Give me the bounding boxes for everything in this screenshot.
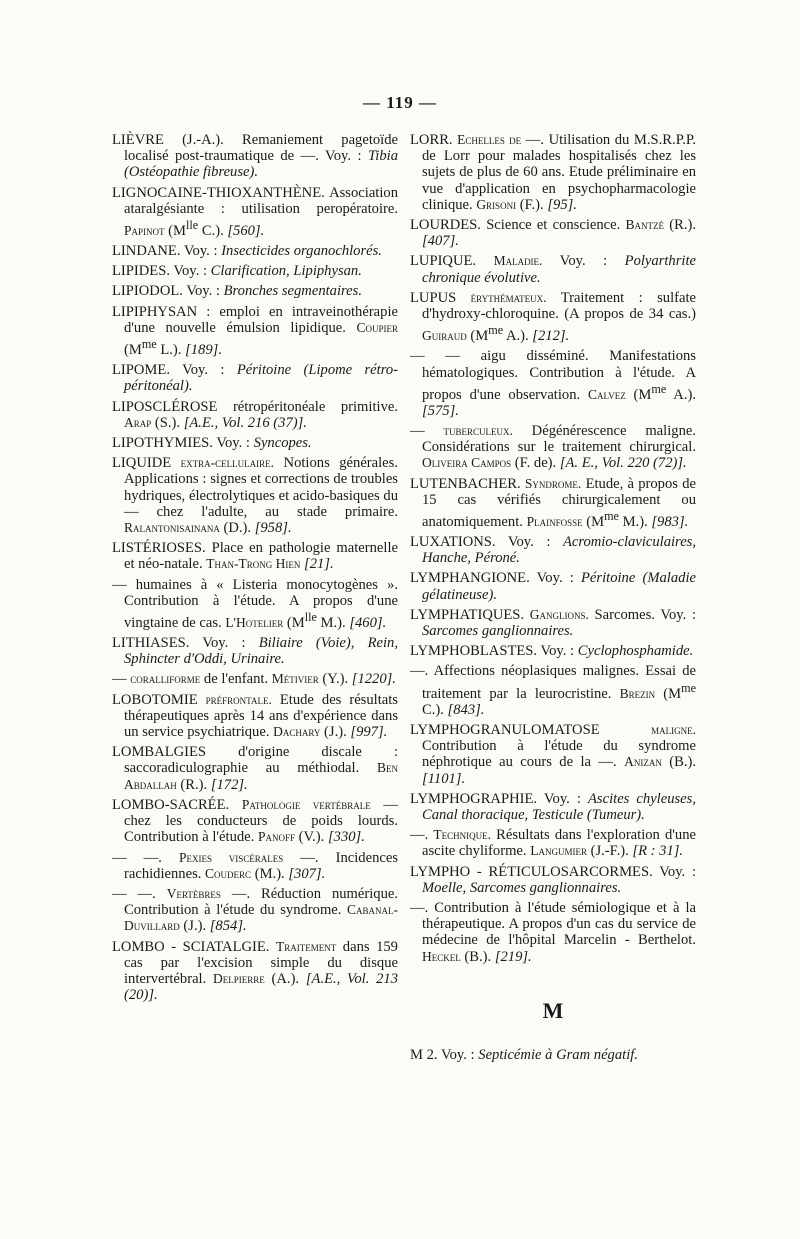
entry-text: LINDANE. Voy. : [112,243,222,260]
entry-text: —. [410,827,434,844]
entry-text: Contribution à l'étude du syndrome néphrotique au cours de la —. [422,738,696,771]
author-or-subheading: tuberculeux. [443,422,513,438]
cross-reference: [560]. [227,222,265,239]
entry-text: (M.). [251,865,289,882]
cross-reference: [330]. [327,829,365,846]
entry-text: LIPOTHYMIES. Voy. : [112,434,254,451]
entry-text: LOMBO-SACRÉE. [112,796,242,813]
entry-text: (B.). [460,948,495,965]
index-entry [112,283,398,299]
index-entry [410,607,696,639]
entry-text: LYMPHOBLASTES. Voy. : [410,643,578,660]
index-entry [410,791,696,823]
superscript: me [651,381,667,396]
cross-reference: [958]. [254,519,292,536]
entry-text: — —. [112,885,167,902]
author-or-subheading: Papinot [124,222,165,238]
entry-text: Dégénérescence maligne. Considérations sur le traitement chirurgical. [422,422,696,456]
author-or-subheading: Technique. [433,827,492,843]
cross-reference: [843]. [447,701,485,718]
entry-text: — [112,671,131,688]
entry-text: M.). [316,614,350,631]
cross-reference: [21]. [304,556,334,573]
entry-text: LIPIDES. Voy. : [112,263,211,280]
cross-reference: [997]. [350,724,388,741]
cross-reference: Acromio-claviculaires, Hanche, Péroné. [422,534,696,567]
cross-reference: [983]. [651,513,689,530]
entry-text: Notions générales. Applications : signes et corrections de troubles hydriques, électrolytiques et acido-basiques du — chez l'adulte, au stade primaire. [124,455,398,520]
author-or-subheading: Langumier [530,843,587,859]
superscript: lle [304,610,317,624]
index-entry [410,643,696,659]
entry-text: (F.). [516,196,548,213]
entry-text: LUPIQUE. [410,253,494,270]
index-entry [112,540,398,572]
author-or-subheading: Traitement [276,938,337,954]
entry-text: (A.). [264,970,306,987]
entry-text: Voy. : [542,253,625,270]
entry-text: (M [124,341,142,358]
superscript: me [141,337,157,352]
entry-text: — chez les conducteurs de poids lourds. Contribution à l'étude. [124,796,399,846]
entry-text: (V.). [294,829,328,846]
entry-text: (J.). [179,918,210,935]
entry-text: LIGNOCAINE-THIOXANTHÈNE. Association ataralgésiante : utilisation peropératoire. [112,184,398,217]
entry-text: (J.-F.). [586,843,633,860]
entry-text: — — aigu disséminé. Manifestations hématologiques. Contribution à l'étude. A propos d'une observation. [410,348,696,403]
index-entry [112,185,398,239]
author-or-subheading: préfrontale. [205,691,272,707]
author-or-subheading: Métivier [271,671,319,687]
index-entry [410,348,696,419]
entry-text: (M [655,685,682,702]
index-entry [112,577,398,631]
cross-reference: [212]. [532,328,570,345]
author-or-subheading: Guiraud [422,328,467,344]
entry-text: (J.). [320,724,351,741]
entry-text: LIPOSCLÉROSE rétropéritonéale primitive. [112,398,398,415]
entry-text: LUPUS [410,289,471,306]
index-entry [410,423,696,472]
cross-reference: Polyarthrite chronique évolutive. [422,253,696,286]
index-entry [410,900,696,965]
cross-reference: [219]. [494,948,532,965]
entry-text: LISTÉRIOSES. Place en pathologie maternelle et néo-natale. [112,540,398,573]
author-or-subheading: Echelles de [457,132,522,147]
entry-text: LYMPHOGRAPHIE. Voy. : [410,790,589,807]
entry-text: LIPIODOL. Voy. : [112,283,224,300]
cross-reference: [A. E., Vol. 220 (72)]. [559,455,687,472]
author-or-subheading: maligne. [651,721,696,737]
index-entry [410,217,696,249]
index-entry [112,399,398,431]
entry-text: M 2. Voy. : [410,1047,479,1063]
author-or-subheading: Panoff [257,829,295,845]
cross-reference: [95]. [547,196,577,213]
cross-reference: [A.E., Vol. 213 (20)]. [124,970,398,1004]
entry-text: LOURDES. Science et conscience. [410,217,626,234]
entry-text: LIQUIDE [112,455,181,472]
entry-text: A.). [666,386,696,403]
author-or-subheading: Maladie. [493,253,543,269]
author-or-subheading: Plainfosse [526,513,583,529]
entry-text: LYMPHATIQUES. [410,606,530,623]
cross-reference: Ascites chyleuses, Canal thoracique, Testicule (Tumeur). [422,790,696,823]
index-entry [410,722,696,787]
index-entry [112,886,398,935]
index-entry [410,864,696,896]
entry-text: (R.). [176,776,211,793]
entry-text: —. Affections néoplasiques malignes. Essai de traitement par la leurocristine. [410,663,696,702]
entry-text: (M [164,222,187,239]
index-entry [410,570,696,602]
entry-text: Résultats dans l'exploration d'une ascite chyliforme. [422,827,696,860]
author-or-subheading: Pathologie vertébrale [241,796,371,812]
index-entry [410,476,696,530]
index-entry [410,132,696,213]
entry-text: M.). [618,513,652,530]
index-entry [112,362,398,394]
entry-text: (B.). [661,754,697,771]
cross-reference: [R : 31]. [632,843,684,860]
cross-reference: [189]. [185,341,222,358]
index-entry [112,850,398,882]
index-entry [112,671,398,687]
cross-reference: Biliaire (Voie), Rein, Sphincter d'Oddi, Urinaire. [124,635,398,668]
author-or-subheading: Pexies viscérales [178,849,284,865]
cross-reference: Insecticides organochlorés. [221,243,382,260]
author-or-subheading: Oliveira Campos [422,455,512,471]
cross-reference: Tibia (Ostéopathie fibreuse). [124,148,398,181]
entry-text: LIPOME. Voy. : [112,362,237,379]
entry-text: Traitement : sulfate d'hydroxy-chloroquine. (A propos de 34 cas.) [422,289,696,323]
entry-text: (D.). [219,519,255,536]
author-or-subheading: Coupier [356,319,398,335]
author-or-subheading: Grisoni [476,196,517,212]
entry-text: de l'enfant. [200,671,272,688]
entry-text: LYMPHO - RÉTICULOSARCORMES. Voy. : [410,863,696,880]
index-entry [112,263,398,279]
index-entry [410,1047,696,1063]
author-or-subheading: Couderc [205,865,252,881]
author-or-subheading: Heckel [422,948,461,964]
entry-text: (M [466,328,489,345]
cross-reference: [172]. [210,776,248,793]
index-entry [112,304,398,358]
index-entry [112,939,398,1004]
entry-text: LOMBO - SCIATALGIE. [112,938,276,955]
author-or-subheading: Syndrome. [524,475,582,491]
superscript: me [604,508,619,523]
author-or-subheading: Dachary [273,724,321,740]
right-column [410,132,696,969]
cross-reference: [1220]. [351,671,396,688]
cross-reference: [1101]. [422,770,466,787]
index-entry [410,534,696,566]
entry-text: (R.). [664,217,696,234]
left-column [112,132,398,1007]
author-or-subheading: Brezin [619,685,656,701]
index-entry [112,435,398,451]
author-or-subheading: Bantzé [625,217,664,233]
index-entry [112,797,398,846]
cross-reference: [575]. [422,402,459,419]
author-or-subheading: Ralantonisainana [124,519,220,535]
entry-text: LYMPHOGRANULOMATOSE [410,721,652,738]
index-entry [112,132,398,181]
author-or-subheading: Calvez [588,386,626,402]
author-or-subheading: extra-cellulaire. [180,455,275,471]
index-entry [410,253,696,285]
cross-reference: Septicémie à Gram négatif. [478,1047,638,1063]
entry-text: LORR. [410,132,458,148]
entry-text: LIÈVRE (J.-A.). Remaniement pagetoïde localisé post-traumatique de —. Voy. : [112,132,398,165]
entry-text: L.). [156,341,186,358]
cross-reference: [460]. [349,614,387,631]
index-entry [410,290,696,344]
entry-text: — —. [112,849,179,866]
author-or-subheading: L'Hotelier [225,614,284,630]
entry-text: (F. de). [511,455,560,472]
page-number: — 119 — [362,93,438,112]
entry-text: LITHIASES. Voy. : [112,635,259,652]
entry-text: LIPIPHYSAN : emploi en intraveinothérapie d'une nouvelle émulsion lipidique. [112,303,398,336]
author-or-subheading: Delpierre [213,970,265,986]
entry-text: LUTENBACHER. [410,475,525,492]
entry-text: — humaines à « Listeria monocytogènes ». Contribution à l'étude. A propos d'une vingtaine de cas. [112,576,398,631]
cross-reference: [854]. [209,918,247,935]
m2-entry-container [410,1047,696,1067]
cross-reference: [A.E., Vol. 216 (37)]. [183,414,307,431]
author-or-subheading: Than-Trong Hien [206,556,301,572]
entry-text: Etude des résultats thérapeutiques après 14 ans d'expérience dans un service psychiatrique. [124,691,398,741]
cross-reference: Péritoine (Lipome rétro-péritonéal). [124,362,398,395]
entry-text: (M [283,614,305,631]
entry-text: C.). [198,222,228,239]
section-letter-heading: M [542,998,564,1023]
entry-text: LOMBALGIES d'origine discale : saccoradiculographie au méthiodal. [112,744,398,777]
index-entry [112,243,398,259]
superscript: lle [186,218,199,233]
cross-reference: Clarification, Lipiphysan. [210,263,362,280]
cross-reference: Cyclophosphamide. [577,643,694,660]
cross-reference: Moelle, Sarcomes ganglionnaires. [422,879,622,896]
entry-text: —. Réduction numérique. Contribution à l'étude du syndrome. [124,885,398,919]
cross-reference: [307]. [288,865,326,882]
author-or-subheading: Ben Abdallah [124,760,398,792]
index-entry [410,827,696,859]
entry-text: (S.). [151,414,184,431]
cross-reference: Sarcomes ganglionnaires. [422,623,574,640]
author-or-subheading: érythémateux. [470,289,547,305]
author-or-subheading: Cabanal-Duvillard [124,902,398,934]
entry-text: (M [582,513,605,530]
author-or-subheading: Vertèbres [166,885,221,901]
cross-reference: Péritoine (Maladie gélatineuse). [422,570,696,603]
author-or-subheading: Anizan [624,754,662,770]
index-entry [112,455,398,536]
entry-text: LUXATIONS. Voy. : [410,534,563,551]
entry-text: —. Contribution à l'étude sémiologique et à la thérapeutique. A propos d'un cas du service de médecine de l'hôpital Marcelin - Berthelot. [410,899,696,949]
author-or-subheading: Ganglions. [529,606,589,622]
index-entry [112,744,398,793]
cross-reference: Syncopes. [253,434,312,451]
entry-text: Etude, à propos de 15 cas vérifiés chirurgicalement ou anatomiquement. [422,475,696,530]
index-entry [112,635,398,667]
cross-reference: [407]. [422,233,459,250]
entry-text: LYMPHANGIONE. Voy. : [410,570,582,587]
entry-text: (M [625,386,652,403]
index-entry [112,692,398,741]
entry-text: Sarcomes. Voy. : [588,606,696,623]
cross-reference: Bronches segmentaires. [223,283,362,300]
entry-text: —. Utilisation du M.S.R.P.P. de Lorr pour malades hospitalisés chez les sujets de plus de 60 ans. Etude préliminaire en vue d'application en psychopharmacologie clinique. [422,132,696,213]
superscript: me [681,680,696,695]
entry-text: —. Incidences rachidiennes. [124,849,398,882]
author-or-subheading: coralliforme [130,671,201,687]
index-entry [410,663,696,717]
superscript: me [488,323,504,338]
entry-text: (Y.). [318,671,352,688]
author-or-subheading: Arap [124,414,152,430]
entry-text: dans 159 cas par l'excision simple du disque intervertébral. [124,938,398,987]
entry-text: A.). [503,328,533,345]
entry-text: LOBOTOMIE [112,691,206,708]
entry-text: — [410,422,444,439]
entry-text: C.). [422,701,448,718]
